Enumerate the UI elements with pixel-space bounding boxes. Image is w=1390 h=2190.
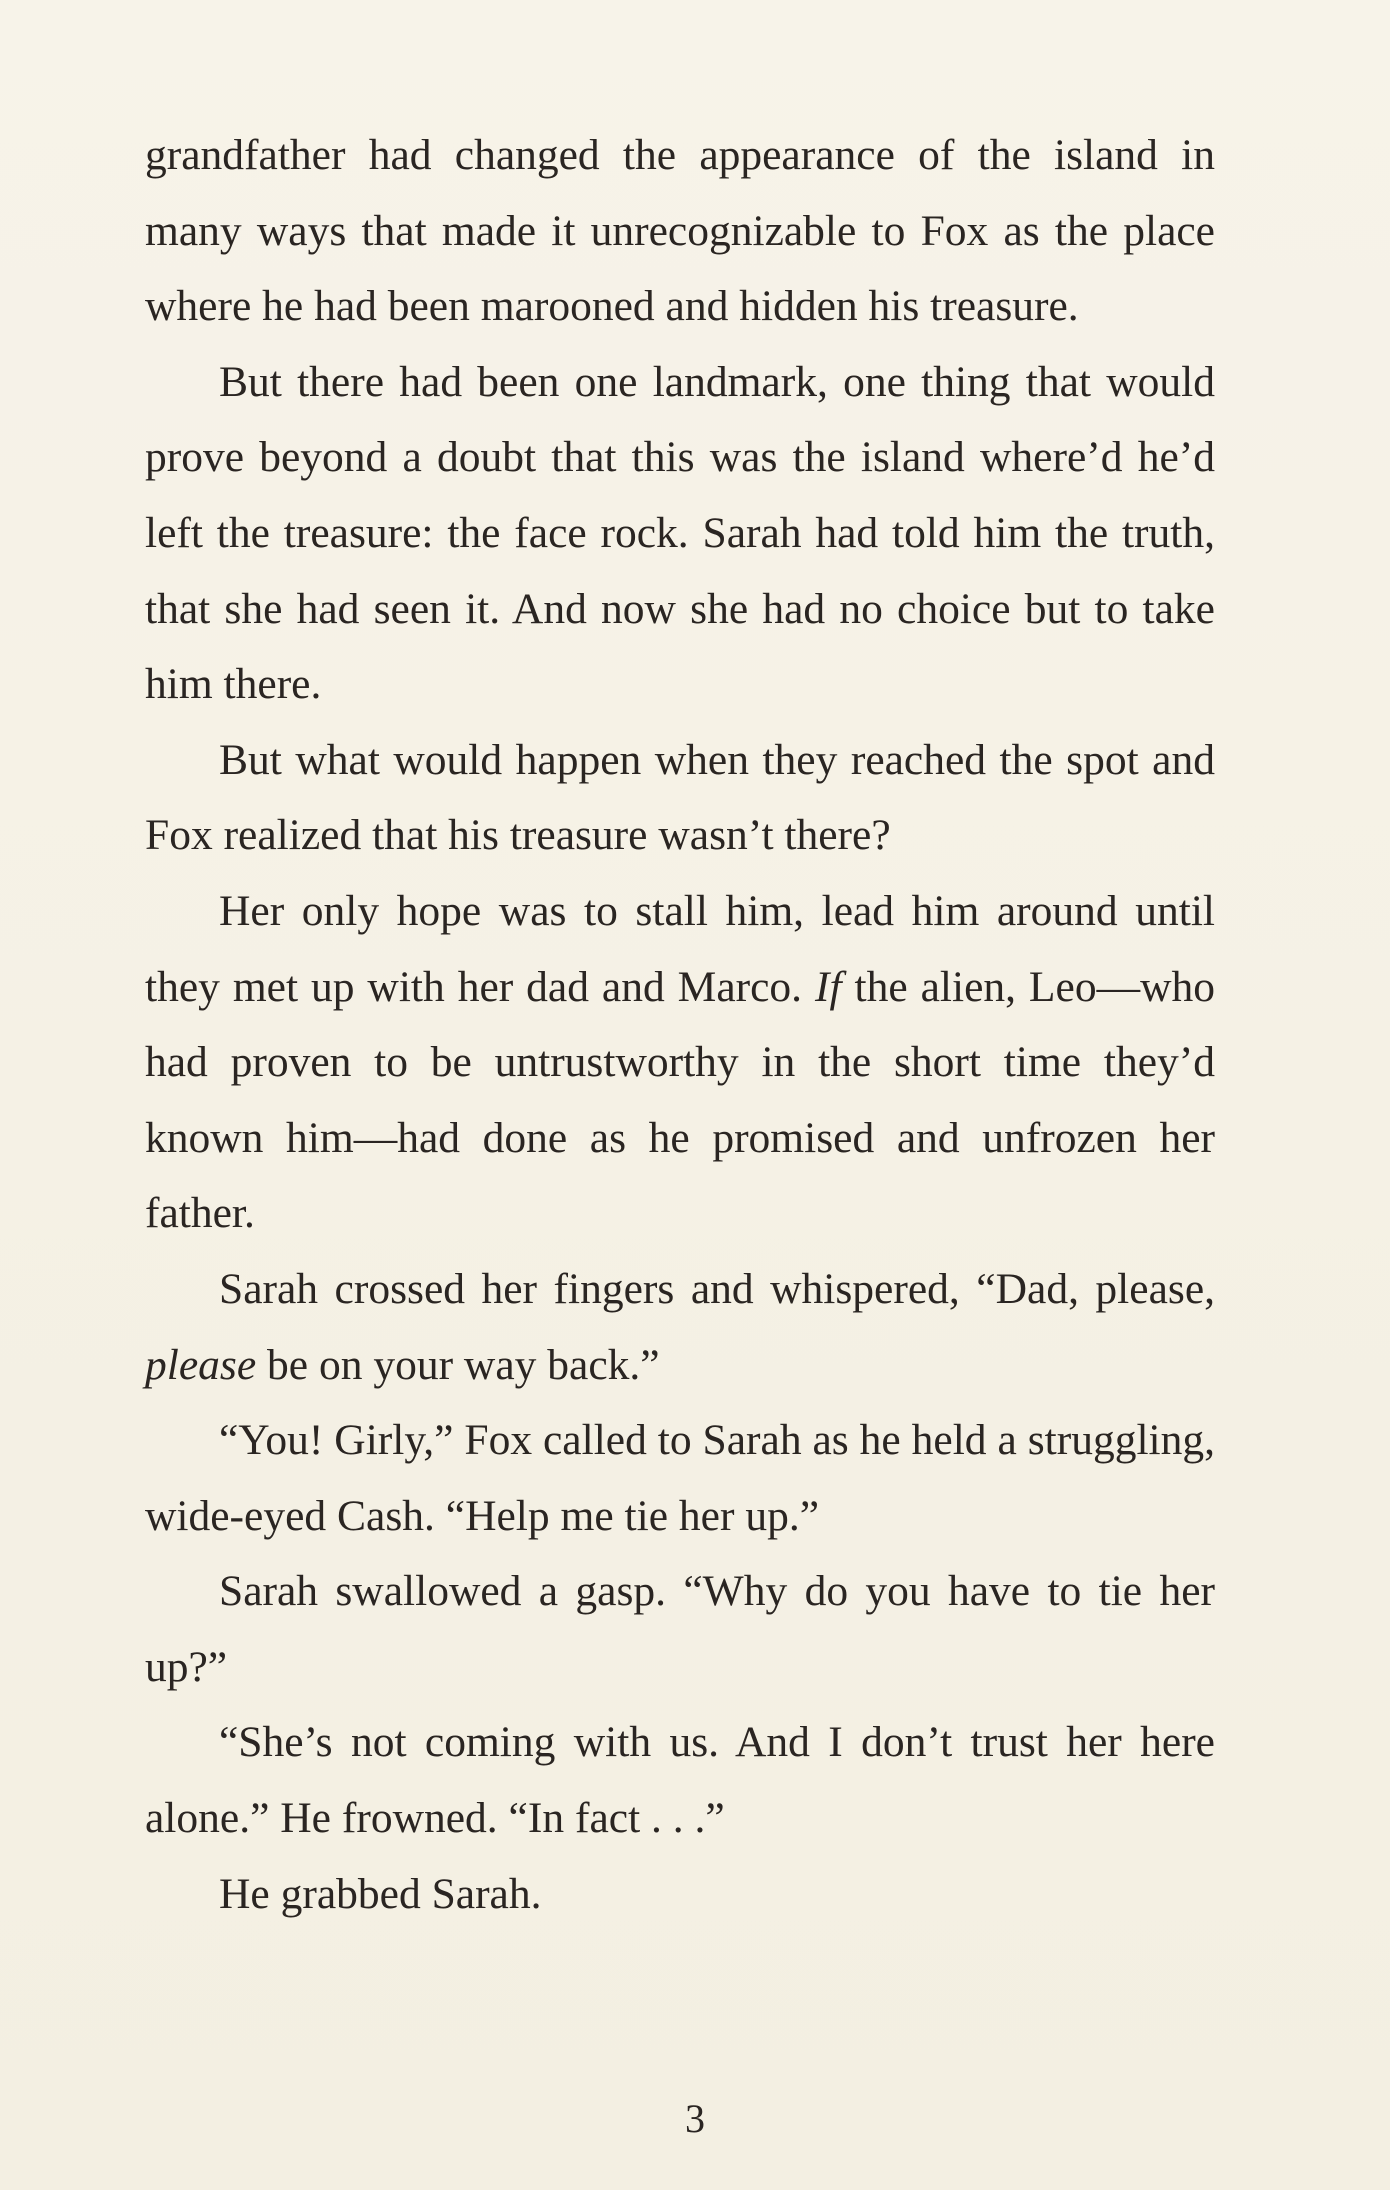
paragraph-7-text: Sarah swallowed a gasp. “Why do you have to tie her up?” xyxy=(145,1567,1215,1691)
paragraph-6 xyxy=(145,1403,1215,1554)
paragraph-4-text-a: Her only hope was to stall him, lead him around until they met up with her dad and Marco. xyxy=(145,886,1215,1011)
paragraph-1 xyxy=(145,118,1215,345)
paragraph-8 xyxy=(145,1705,1215,1856)
paragraph-9 xyxy=(145,1857,1215,1933)
paragraph-9-text: He grabbed Sarah. xyxy=(219,1869,542,1918)
page-number: 3 xyxy=(685,2096,705,2141)
paragraph-5-text-b: be on your way back.” xyxy=(256,1340,660,1389)
paragraph-4-italic: If xyxy=(815,962,842,1011)
paragraph-2 xyxy=(145,345,1215,723)
paragraph-7 xyxy=(145,1554,1215,1705)
paragraph-3 xyxy=(145,723,1215,874)
paragraph-5-italic: please xyxy=(145,1340,257,1389)
paragraph-4 xyxy=(145,874,1215,1252)
paragraph-6-text: “You! Girly,” Fox called to Sarah as he held a struggling, wide-eyed Cash. “Help me tie her up.” xyxy=(145,1416,1215,1540)
paragraph-4-text-b: the alien, Leo—who had proven to be untrustworthy in the short time they’d known him—had done as he promised and unfrozen her father. xyxy=(145,962,1215,1238)
paragraph-5 xyxy=(145,1252,1215,1403)
paragraph-1-text: grandfather had changed the appearance of the island in many ways that made it unrecognizable to Fox as the place where he had been marooned and hidden his treasure. xyxy=(145,131,1215,331)
body-text xyxy=(145,118,1215,1932)
paragraph-8-text: “She’s not coming with us. And I don’t trust her here alone.” He frowned. “In fact . . .” xyxy=(145,1718,1215,1843)
paragraph-2-text: But there had been one landmark, one thing that would prove beyond a doubt that this was the island where’d he’d left the treasure: the face rock. Sarah had told him the truth, that she had seen it. And now she had no choice but to take him there. xyxy=(145,357,1215,709)
paragraph-3-text: But what would happen when they reached the spot and Fox realized that his treasure wasn’t there? xyxy=(145,735,1215,860)
paragraph-5-text-a: Sarah crossed her fingers and whispered, “Dad, please, xyxy=(219,1264,1215,1313)
